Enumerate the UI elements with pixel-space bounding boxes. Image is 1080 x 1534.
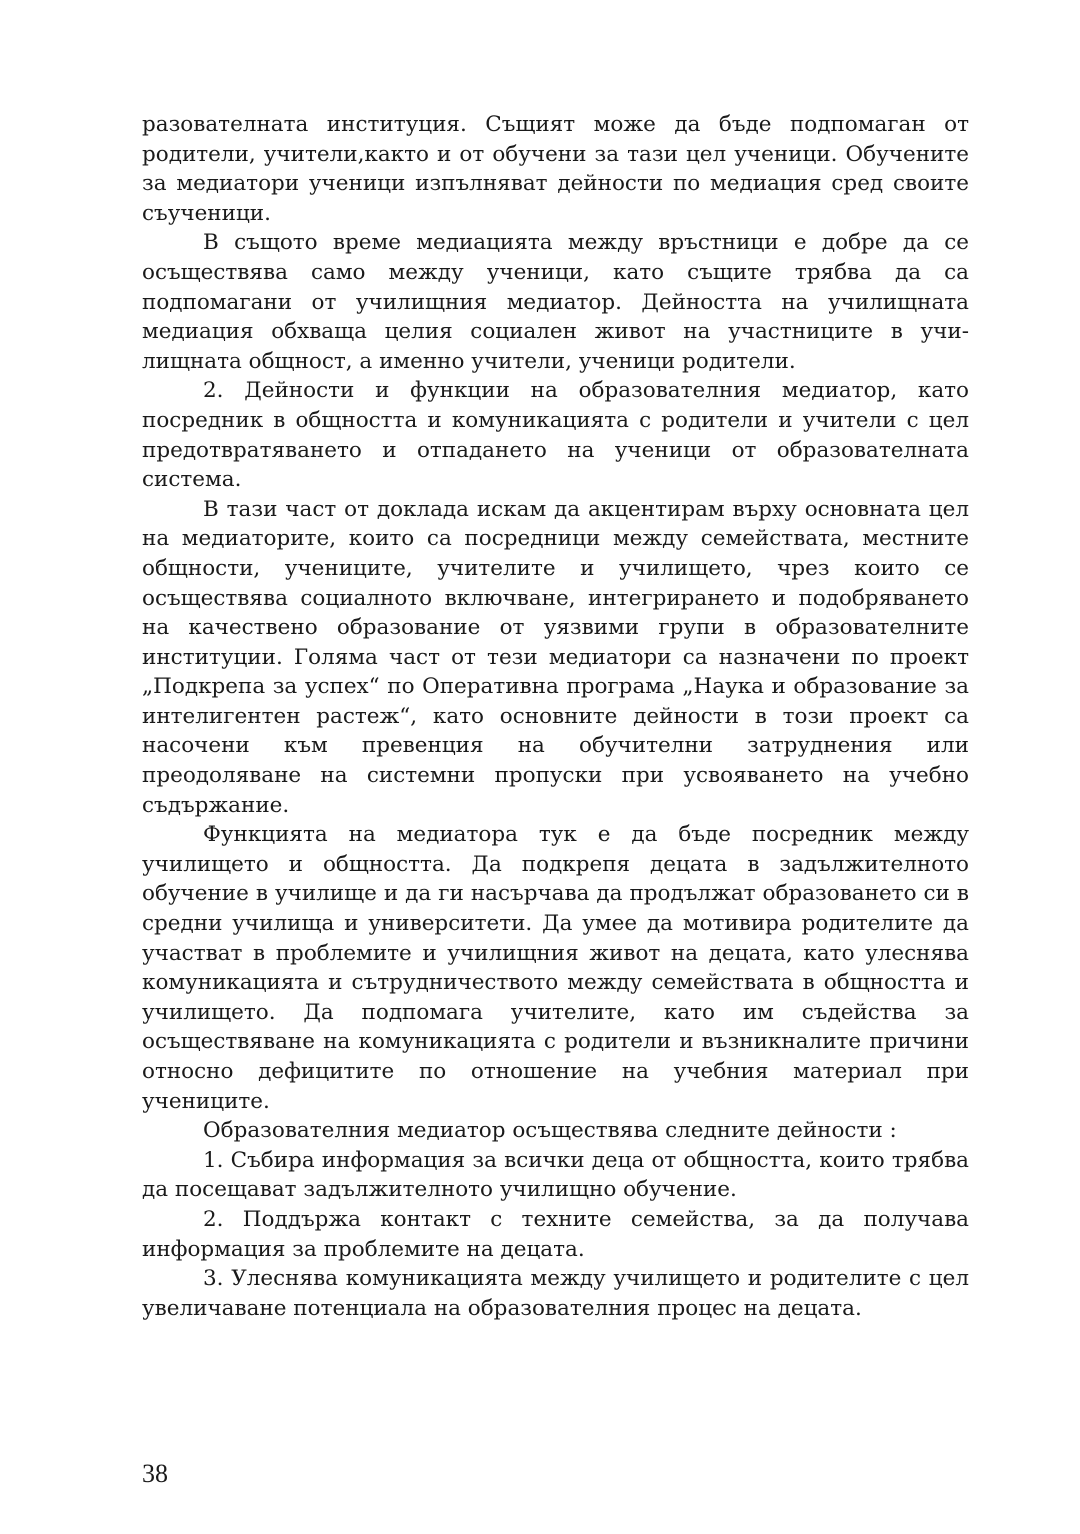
page-number: 38 [142,1459,168,1488]
paragraph-continuation: разователната институция. Същият може да бъде подпомаган от родители, учители,както и от обучени за тази цел ученици. Обучените за медиатори ученици изпълняват дейности по медиация сред своите съученици. [142,112,969,226]
paragraph-peer-mediation: В същото време медиацията между връстници е добре да се осъществява само между ученици, като същите трябва да са подпомагани от училищния медиатор. Дейността на училищната медиация обхваща целия социален живот на участниците в училищната общност, а именно учители, ученици родители. [142,230,969,374]
list-item-2: 2. Поддържа контакт с техните семейства, за да получава информация за проблемите на децата. [142,1206,969,1262]
paragraph-activities-intro: Образователния медиатор осъществява следните дейности : [203,1118,897,1144]
list-item-1: 1. Събира информация за всички деца от общността, които трябва да посещават задължителното училищно обучение. [142,1147,969,1203]
paragraph-mediators-goal: В тази част от доклада искам да акцентирам върху основната цел на медиаторите, които са посредници между семействата, местните общности, учениците, учителите и училището, чрез които се осъществява социалното включване, интегрирането и подобряването на качествено образование от уязвими групи в образователните институции. Голяма част от тези медиатори са назначени по проект „Подкрепа за успех“ по Оперативна програма „Наука и образование за интелигентен растеж“, като основните дейности в този проект са насочени към превенция на обучителни затруднения или преодоляване на системни пропуски при усвояването на учебно съдържание. [142,496,969,818]
body-text [142,110,969,1323]
paragraph-mediator-function: Функцията на медиатора тук е да бъде посредник между училището и общността. Да подкрепя децата в задължителното обучение в училище и да ги насърчава да продължат образоването си в средни училища и университети. Да умее да мотивира родителите да участват в проблемите и училищния живот на децата, като улеснява комуникацията и сътрудничеството между семействата в общността и училището. Да подпомага учителите, като им съдейства за осъществяване на комуникацията с родители и възникналите причини относно дефицитите по отношение на учебния материал при учениците. [142,822,969,1114]
paragraph-section-heading: 2. Дейности и функции на образователния медиатор, като посредник в общността и комуникацията с родители и учители с цел предотвратяването и отпадането на ученици от образователната система. [142,378,969,493]
list-item-3: 3. Улеснява комуникацията между училището и родителите с цел увеличаване потенциала на образователния процес на децата. [142,1266,969,1321]
